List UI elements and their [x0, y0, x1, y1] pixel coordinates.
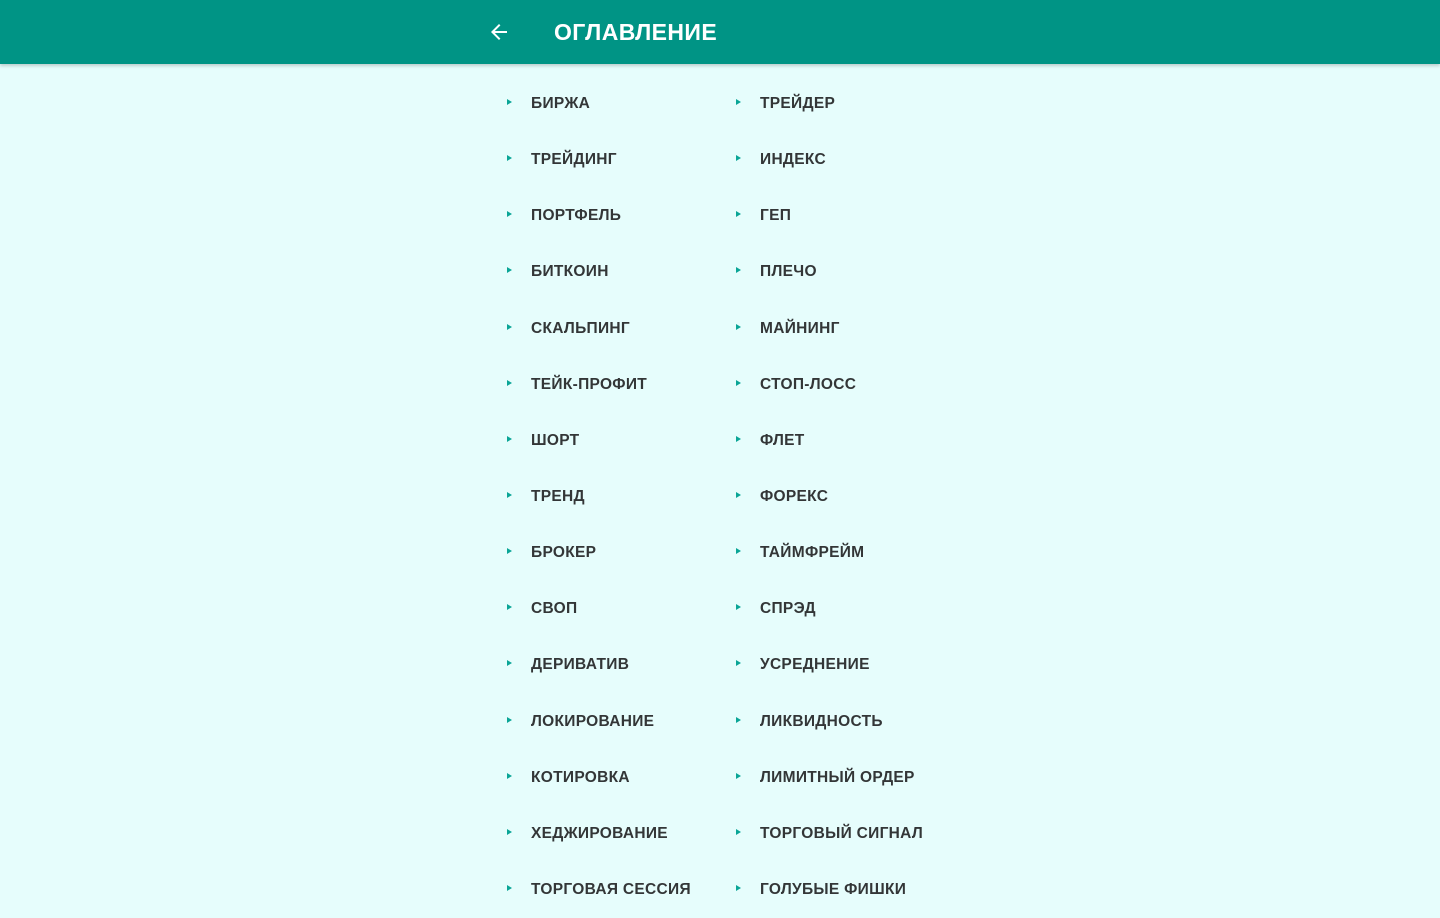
- back-button[interactable]: [478, 11, 520, 53]
- triangle-right-icon: [736, 380, 741, 386]
- triangle-right-icon: [736, 99, 741, 105]
- triangle-right-icon: [507, 773, 512, 779]
- toc-item-label: БИТКОИН: [531, 263, 609, 281]
- toc-item[interactable]: [504, 637, 733, 693]
- triangle-right-icon: [736, 717, 741, 723]
- toc-item-label: КОТИРОВКА: [531, 768, 630, 786]
- triangle-right-icon: [507, 155, 512, 161]
- toc-item[interactable]: [504, 244, 733, 300]
- app-bar: [0, 0, 1440, 64]
- toc-item-label: СПРЭД: [760, 600, 816, 618]
- toc-item[interactable]: [733, 188, 962, 244]
- toc-item-label: ФЛЕТ: [760, 431, 805, 449]
- contents-grid: [504, 76, 962, 918]
- toc-item[interactable]: [504, 76, 733, 132]
- triangle-right-icon: [736, 436, 741, 442]
- toc-item-label: ФОРЕКС: [760, 488, 829, 506]
- toc-item-label: ШОРТ: [531, 431, 580, 449]
- toc-item[interactable]: [733, 637, 962, 693]
- toc-item-label: ГЕП: [760, 207, 792, 225]
- triangle-right-icon: [736, 885, 741, 891]
- toc-item-label: ТРЕЙДЕР: [760, 95, 836, 113]
- toc-item-label: ПОРТФЕЛЬ: [531, 207, 622, 225]
- triangle-right-icon: [507, 885, 512, 891]
- triangle-right-icon: [736, 492, 741, 498]
- toc-item-label: ЛИМИТНЫЙ ОРДЕР: [760, 768, 915, 786]
- toc-item-label: ЛОКИРОВАНИЕ: [531, 712, 655, 730]
- toc-item-label: ЛИКВИДНОСТЬ: [760, 712, 883, 730]
- toc-item-label: БРОКЕР: [531, 544, 597, 562]
- toc-item[interactable]: [504, 750, 733, 806]
- toc-item[interactable]: [733, 357, 962, 413]
- toc-item[interactable]: [733, 132, 962, 188]
- triangle-right-icon: [507, 604, 512, 610]
- triangle-right-icon: [736, 324, 741, 330]
- toc-item-label: УСРЕДНЕНИЕ: [760, 656, 870, 674]
- toc-item[interactable]: [504, 132, 733, 188]
- toc-item[interactable]: [733, 750, 962, 806]
- toc-item[interactable]: [733, 694, 962, 750]
- toc-item-label: ТРЕЙДИНГ: [531, 151, 617, 169]
- toc-item[interactable]: [733, 469, 962, 525]
- toc-item[interactable]: [733, 413, 962, 469]
- triangle-right-icon: [736, 829, 741, 835]
- toc-item[interactable]: [504, 413, 733, 469]
- toc-item-label: МАЙНИНГ: [760, 319, 840, 337]
- toc-item-label: ТЕЙК-ПРОФИТ: [531, 375, 648, 393]
- triangle-right-icon: [507, 211, 512, 217]
- arrow-left-icon: [487, 20, 511, 44]
- toc-item-label: ТОРГОВЫЙ СИГНАЛ: [760, 824, 924, 842]
- toc-item-label: ТАЙМФРЕЙМ: [760, 544, 865, 562]
- triangle-right-icon: [507, 717, 512, 723]
- triangle-right-icon: [736, 660, 741, 666]
- triangle-right-icon: [507, 436, 512, 442]
- toc-item[interactable]: [504, 581, 733, 637]
- toc-item[interactable]: [733, 581, 962, 637]
- triangle-right-icon: [507, 660, 512, 666]
- toc-item[interactable]: [504, 862, 733, 918]
- triangle-right-icon: [507, 380, 512, 386]
- triangle-right-icon: [507, 99, 512, 105]
- triangle-right-icon: [507, 829, 512, 835]
- toc-item[interactable]: [504, 525, 733, 581]
- toc-item-label: ТРЕНД: [531, 488, 585, 506]
- toc-item-label: ИНДЕКС: [760, 151, 826, 169]
- toc-item-label: СКАЛЬПИНГ: [531, 319, 631, 337]
- triangle-right-icon: [507, 267, 512, 273]
- triangle-right-icon: [736, 211, 741, 217]
- toc-item[interactable]: [733, 525, 962, 581]
- toc-item[interactable]: [504, 694, 733, 750]
- toc-item-label: ГОЛУБЫЕ ФИШКИ: [760, 881, 907, 899]
- triangle-right-icon: [736, 267, 741, 273]
- toc-item[interactable]: [504, 469, 733, 525]
- toc-item-label: СТОП-ЛОСС: [760, 375, 857, 393]
- toc-item[interactable]: [504, 188, 733, 244]
- toc-item[interactable]: [504, 806, 733, 862]
- toc-item[interactable]: [733, 301, 962, 357]
- triangle-right-icon: [736, 155, 741, 161]
- triangle-right-icon: [736, 773, 741, 779]
- toc-item-label: БИРЖА: [531, 95, 591, 113]
- triangle-right-icon: [507, 324, 512, 330]
- triangle-right-icon: [736, 548, 741, 554]
- toc-item-label: ПЛЕЧО: [760, 263, 817, 281]
- triangle-right-icon: [507, 492, 512, 498]
- toc-item-label: ДЕРИВАТИВ: [531, 656, 630, 674]
- page-title: ОГЛАВЛЕНИЕ: [554, 19, 718, 45]
- toc-item[interactable]: [733, 862, 962, 918]
- toc-item[interactable]: [504, 301, 733, 357]
- toc-item-label: ХЕДЖИРОВАНИЕ: [531, 824, 668, 842]
- toc-item[interactable]: [504, 357, 733, 413]
- toc-item[interactable]: [733, 76, 962, 132]
- triangle-right-icon: [736, 604, 741, 610]
- toc-item-label: ТОРГОВАЯ СЕССИЯ: [531, 881, 691, 899]
- toc-item-label: СВОП: [531, 600, 578, 618]
- table-of-contents: [464, 64, 976, 900]
- triangle-right-icon: [507, 548, 512, 554]
- toc-item[interactable]: [733, 806, 962, 862]
- toc-item[interactable]: [733, 244, 962, 300]
